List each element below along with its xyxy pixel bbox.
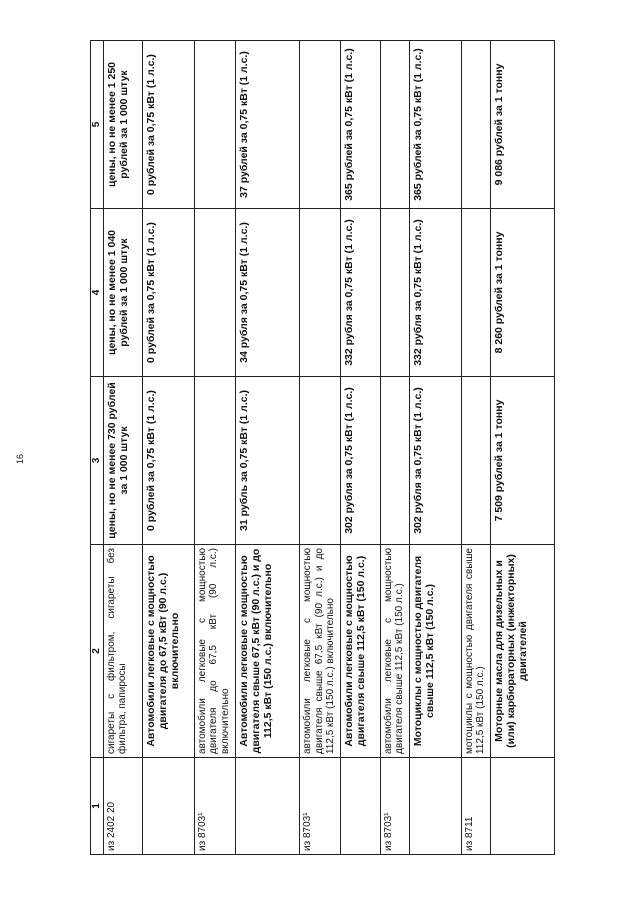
- rate-cell-col-3: [380, 377, 409, 545]
- description-cell: сигареты с фильтром, сигареты без фильтра, папиросы: [103, 545, 142, 758]
- table-row: [341, 41, 380, 855]
- description-cell: Моторные масла для дизельных и (или) карбюраторных (инжекторных) двигателей: [490, 545, 554, 758]
- rate-cell-col-3: 302 рубля за 0,75 кВт (1 л.с.): [409, 377, 461, 545]
- rate-cell-col-3: цены, но не менее 730 рублей за 1 000 штук: [103, 377, 142, 545]
- rotated-sheet: [90, 45, 555, 855]
- rate-cell-col-4: 0 рублей за 0,75 кВт (1 л.с.): [142, 209, 194, 377]
- code-cell: [142, 758, 194, 855]
- rate-cell-col-4: 8 260 рублей за 1 тонну: [490, 209, 554, 377]
- table-row: [103, 41, 142, 855]
- description-cell: Автомобили легковые с мощностью двигателя свыше 67,5 кВт (90 л.с.) и до 112,5 кВт (150 л.с.) включительно: [235, 545, 299, 758]
- table-row: [461, 41, 490, 855]
- code-cell: из 8703¹: [300, 758, 341, 855]
- code-cell: [490, 758, 554, 855]
- rate-cell-col-5: [194, 41, 235, 209]
- header-col-4: 4: [91, 209, 104, 377]
- rate-cell-col-5: [380, 41, 409, 209]
- code-cell: [235, 758, 299, 855]
- code-cell: из 8711: [461, 758, 490, 855]
- table-row: [142, 41, 194, 855]
- rate-cell-col-5: цены, но не менее 1 250 рублей за 1 000 штук: [103, 41, 142, 209]
- rate-cell-col-4: 332 рубля за 0,75 кВт (1 л.с.): [409, 209, 461, 377]
- header-col-1: 1: [91, 758, 104, 855]
- rate-cell-col-4: [300, 209, 341, 377]
- rate-cell-col-4: [380, 209, 409, 377]
- excise-rates-table: [90, 40, 555, 855]
- code-cell: [409, 758, 461, 855]
- code-cell: из 8703¹: [380, 758, 409, 855]
- description-cell: автомобили легковые с мощностью двигателя свыше 67,5 кВт (90 л.с.) и до 112,5 кВт (150 л.с.) включительно: [300, 545, 341, 758]
- rate-cell-col-5: 365 рублей за 0,75 кВт (1 л.с.): [341, 41, 380, 209]
- rate-cell-col-3: 0 рублей за 0,75 кВт (1 л.с.): [142, 377, 194, 545]
- rate-cell-col-3: 302 рубля за 0,75 кВт (1 л.с.): [341, 377, 380, 545]
- rate-cell-col-4: [194, 209, 235, 377]
- rate-cell-col-3: [194, 377, 235, 545]
- rate-cell-col-4: [461, 209, 490, 377]
- rate-cell-col-3: [461, 377, 490, 545]
- code-cell: [341, 758, 380, 855]
- table-row: [380, 41, 409, 855]
- rate-cell-col-5: 9 086 рублей за 1 тонну: [490, 41, 554, 209]
- code-cell: из 8703¹: [194, 758, 235, 855]
- rate-cell-col-4: 34 рубля за 0,75 кВт (1 л.с.): [235, 209, 299, 377]
- description-cell: автомобили легковые с мощностью двигателя до 67,5 кВт (90 л.с.) включительно: [194, 545, 235, 758]
- code-cell: из 2402 20: [103, 758, 142, 855]
- rate-cell-col-5: [300, 41, 341, 209]
- header-col-5: 5: [91, 41, 104, 209]
- header-row: [91, 41, 104, 855]
- table-row: [490, 41, 554, 855]
- rate-cell-col-4: 332 рубля за 0,75 кВт (1 л.с.): [341, 209, 380, 377]
- rate-cell-col-5: 37 рублей за 0,75 кВт (1 л.с.): [235, 41, 299, 209]
- description-cell: автомобили легковые с мощностью двигателя свыше 112,5 кВт (150 л.с.): [380, 545, 409, 758]
- header-col-2: 2: [91, 545, 104, 758]
- header-col-3: 3: [91, 377, 104, 545]
- rate-cell-col-5: 0 рублей за 0,75 кВт (1 л.с.): [142, 41, 194, 209]
- page-number: 16: [15, 454, 25, 465]
- rate-cell-col-3: 31 рубль за 0,75 кВт (1 л.с.): [235, 377, 299, 545]
- rate-cell-col-5: [461, 41, 490, 209]
- description-cell: мотоциклы с мощностью двигателя свыше 112,5 кВт (150 л.с.): [461, 545, 490, 758]
- table-row: [194, 41, 235, 855]
- table-row: [409, 41, 461, 855]
- rate-cell-col-5: 365 рублей за 0,75 кВт (1 л.с.): [409, 41, 461, 209]
- table-row: [235, 41, 299, 855]
- description-cell: Мотоциклы с мощностью двигателя свыше 112,5 кВт (150 л.с.): [409, 545, 461, 758]
- description-cell: Автомобили легковые с мощностью двигателя свыше 112,5 кВт (150 л.с.): [341, 545, 380, 758]
- rate-cell-col-4: цены, но не менее 1 040 рублей за 1 000 штук: [103, 209, 142, 377]
- table-row: [300, 41, 341, 855]
- description-cell: Автомобили легковые с мощностью двигателя до 67,5 кВт (90 л.с.) включительно: [142, 545, 194, 758]
- rate-cell-col-3: [300, 377, 341, 545]
- rate-cell-col-3: 7 509 рублей за 1 тонну: [490, 377, 554, 545]
- table-wrapper: [90, 45, 555, 855]
